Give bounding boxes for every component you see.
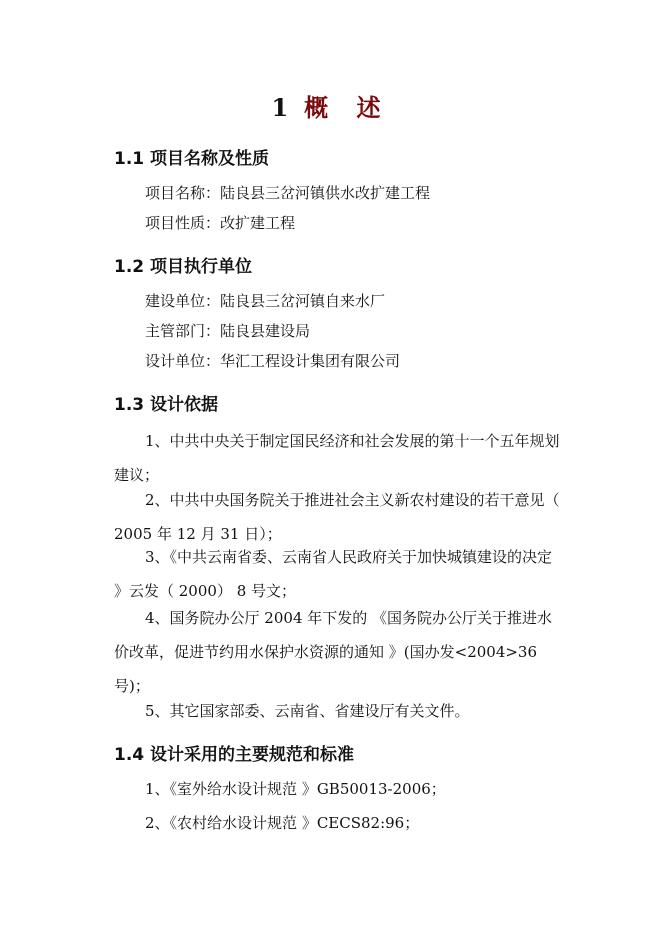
- section-heading-1-3: 1.3 设计依据: [114, 395, 219, 415]
- project-name-line: 项目名称：陆良县三岔河镇供水改扩建工程: [145, 184, 431, 202]
- basis-item-5: 5、其它国家部委、云南省、省建设厅有关文件。: [145, 702, 470, 720]
- basis-item-4: 4、国务院办公厅 2004 年下发的 《国务院办公厅关于推进水价改革，促进节约用水保护水资源的通知 》(国办发<2004>36 号)；: [114, 609, 553, 695]
- design-unit-line: 设计单位：华汇工程设计集团有限公司: [145, 352, 401, 370]
- chapter-number: 1: [271, 93, 291, 122]
- basis-item-2: 2、中共中央国务院关于推进社会主义新农村建设的若干意见（ 2005 年 12 月 31 日）；: [114, 491, 560, 543]
- project-nature-line: 项目性质：改扩建工程: [145, 214, 296, 232]
- basis-item-1: 1、中共中央关于制定国民经济和社会发展的第十一个五年规划建议；: [114, 432, 560, 484]
- section-heading-1-4: 1.4 设计采用的主要规范和标准: [114, 745, 355, 765]
- chapter-title: [0, 88, 662, 123]
- section-heading-1-1: 1.1 项目名称及性质: [114, 149, 270, 169]
- standard-item-2: 2、《农村给水设计规范 》CECS82:96；: [145, 814, 420, 832]
- standard-item-1: 1、《室外给水设计规范 》GB50013-2006；: [145, 780, 446, 798]
- basis-item-3: 3、《中共云南省委、云南省人民政府关于加快城镇建设的决定 》云发（ 2000） 8 号文；: [114, 548, 553, 600]
- supervising-dept-line: 主管部门：陆良县建设局: [145, 322, 311, 340]
- chapter-title-text: 概 述: [304, 93, 391, 122]
- section-heading-1-2: 1.2 项目执行单位: [114, 257, 253, 277]
- construction-unit-line: 建设单位：陆良县三岔河镇自来水厂: [145, 292, 386, 310]
